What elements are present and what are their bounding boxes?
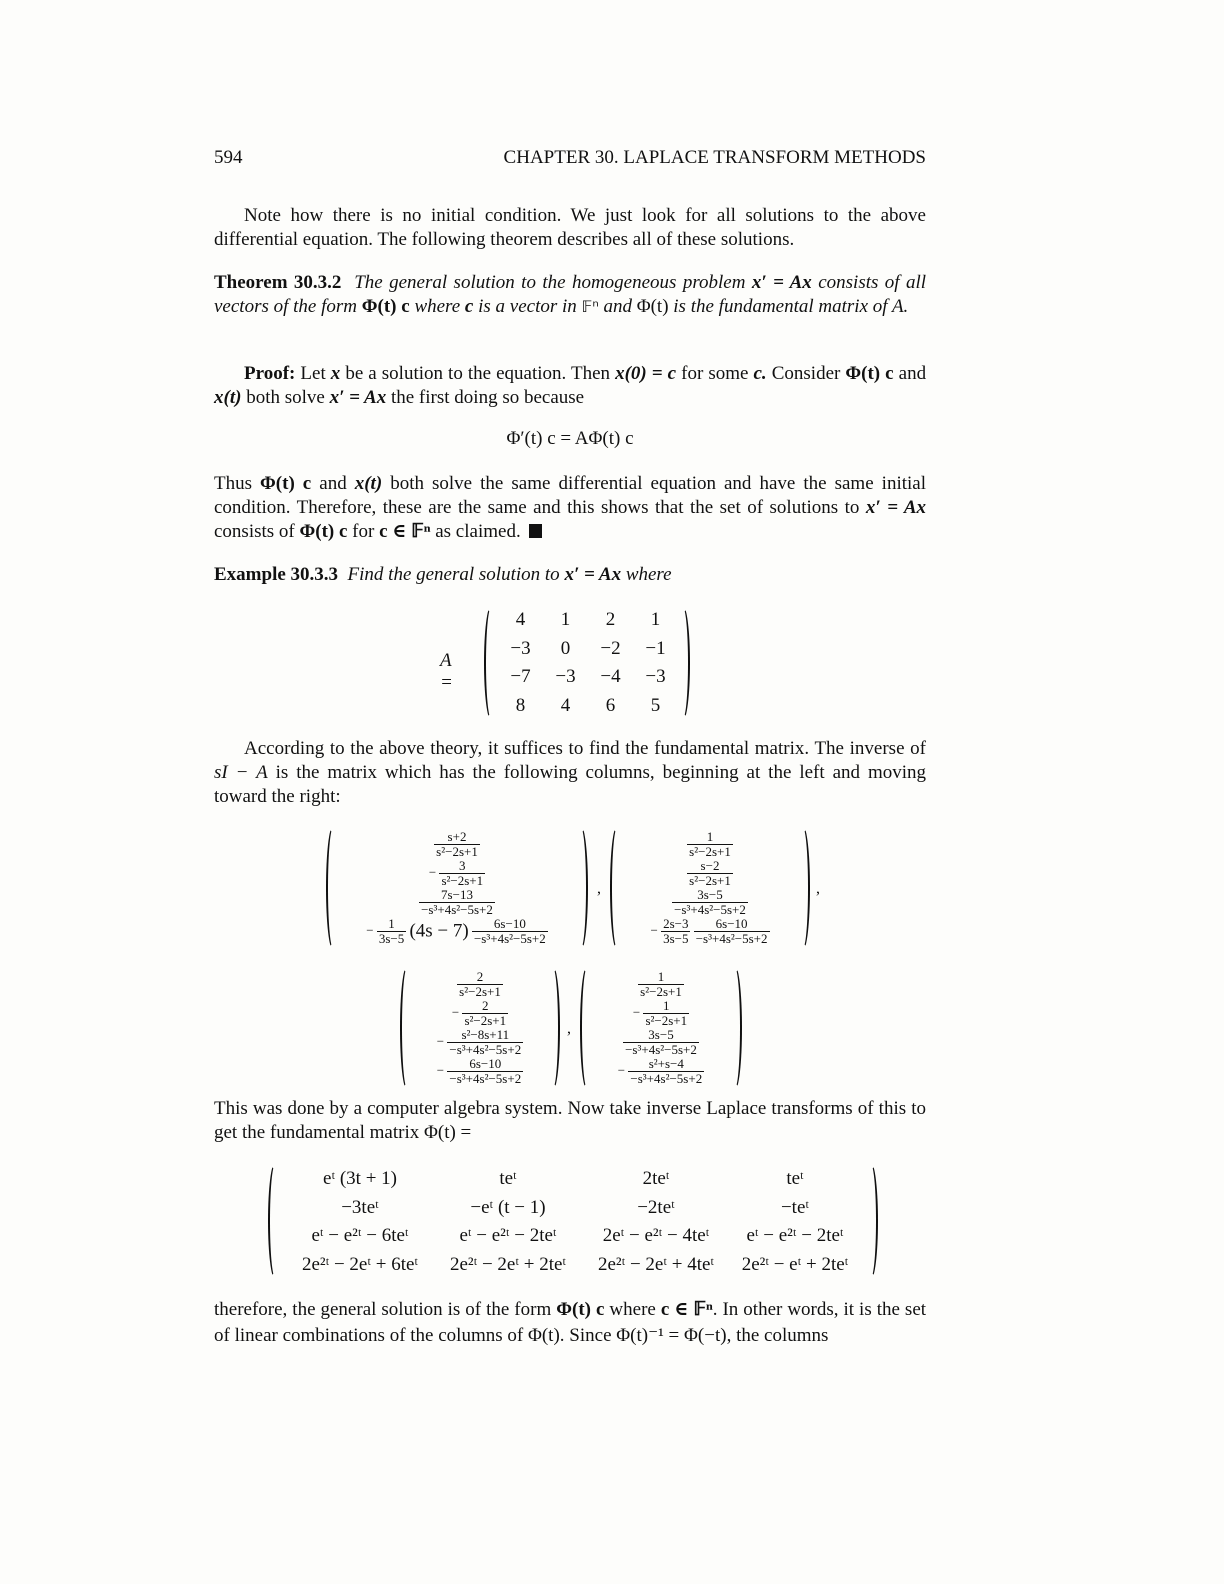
proof-label: Proof: <box>244 363 296 384</box>
fundamental-matrix <box>268 1163 878 1277</box>
cas-paragraph: This was done by a computer algebra system. Now take inverse Laplace transforms of this to get the fundamental matrix Φ(t) = <box>214 1098 926 1143</box>
separator: , <box>567 1020 571 1037</box>
right-paren <box>546 966 560 1090</box>
inverse-column-3: $\frac{2}{\text{s²−2s+1}}$ − $\frac{2}{\text{s²−2s+1}}$ − $\frac{\text{s²−8s+11}}{\text{−s³+4s²−5s+2}}$ − $\frac{6s-10}{\text{−s³+4s²−5s+2}}$ <box>400 966 560 1088</box>
left-paren <box>326 826 340 950</box>
inverse-column-2: $\frac{1}{\text{s²−2s+1}}$ $\frac{s-2}{\text{s²−2s+1}}$ $\frac{3s-5}{\text{−s³+4s²−5s+2}}$ − $\frac{2s-3}{3s-5}$ $\frac{6s-10}{\text{−s³+4s²−5s+2}}$ <box>610 826 810 948</box>
right-paren <box>574 826 588 950</box>
conclusion-paragraph: therefore, the general solution is of the form Φ(t) c where c ∈ 𝔽ⁿ. In other words, it is the set of linear combinations of the columns of Φ(t). Since Φ(t)⁻¹ = Φ(−t), the columns <box>214 1299 927 1346</box>
display-equation-phi-prime: Φ′(t) c = AΦ(t) c <box>506 428 634 449</box>
matrix-A-grid: 4 1 2 1 −3 0 −2 −1 −7 −3 −4 −3 8 4 6 5 <box>510 609 666 716</box>
separator: , <box>816 880 820 897</box>
intro-paragraph: Note how there is no initial condition. We just look for all solutions to the above differential equation. The following theorem describes all of these solutions. <box>214 205 926 250</box>
left-paren <box>268 1163 282 1279</box>
page-number: 594 <box>214 147 243 168</box>
fundamental-matrix-grid: eᵗ (3t + 1) teᵗ 2teᵗ teᵗ −3teᵗ −eᵗ (t − 1) −2teᵗ −teᵗ eᵗ − e²ᵗ − 6teᵗ eᵗ − e²ᵗ − 2teᵗ 2eᵗ − e²ᵗ − 4teᵗ eᵗ − e²ᵗ − 2teᵗ 2e²ᵗ − 2eᵗ + 6teᵗ 2e²ᵗ − 2eᵗ + 2teᵗ 2e²ᵗ − 2eᵗ + 4teᵗ 2e²ᵗ − eᵗ + 2teᵗ <box>301 1168 849 1275</box>
example-label: Example 30.3.3 <box>214 564 339 585</box>
example-30-3-3: Example 30.3.3 Find the general solution to x′ = Ax where <box>214 564 672 585</box>
separator: , <box>597 880 601 897</box>
right-paren <box>728 966 742 1090</box>
left-paren <box>484 606 498 720</box>
theorem-30-3-2: Theorem 30.3.2 The general solution to the homogeneous problem x′ = Ax consists of all vectors of the form Φ(t) c where c is a vector in 𝔽ⁿ and Φ(t) is the fundamental matrix of A. <box>214 272 927 317</box>
ode-equation: x′ = Ax <box>751 272 812 293</box>
proof-continuation: Thus Φ(t) c and x(t) both solve the same differential equation and have the same initial condition. Therefore, these are the same and this shows that the set of solutions to x′ = Ax consists of Φ(t) c for c ∈ 𝔽ⁿ as claimed. <box>214 473 927 542</box>
theory-paragraph: According to the above theory, it suffices to find the fundamental matrix. The inverse of sI − A is the matrix which has the following columns, beginning at the left and moving toward the right: <box>214 738 926 807</box>
proof-paragraph: Proof: Let x be a solution to the equation. Then x(0) = c for some c. Consider Φ(t) c and x(t) both solve x′ = Ax the first doing so because <box>214 363 927 408</box>
left-paren <box>400 966 414 1090</box>
right-paren <box>864 1163 878 1279</box>
inverse-column-1: $\frac{s+2}{\text{s²−2s+1}}$ − $\frac{3}{\text{s²−2s+1}}$ $\frac{7s-13}{\text{−s³+4s²−5s+2}}$ − $\frac{1}{3s-5}$ (4s − 7) $\frac{6s-10}{\text{−s³+4s²−5s+2}}$ <box>326 826 588 948</box>
left-paren <box>610 826 624 950</box>
inverse-column-4: $\frac{1}{\text{s²−2s+1}}$ − $\frac{1}{\text{s²−2s+1}}$ $\frac{3s-5}{\text{−s³+4s²−5s+2}}$ − $\frac{\text{s²+s−4}}{\text{−s³+4s²−5s+2}}$ <box>580 966 742 1088</box>
left-paren <box>580 966 594 1090</box>
qed-square-icon <box>529 524 542 538</box>
theorem-label: Theorem 30.3.2 <box>214 272 342 293</box>
chapter-title: CHAPTER 30. LAPLACE TRANSFORM METHODS <box>503 147 926 168</box>
right-paren <box>676 606 690 720</box>
matrix-A-label: A = <box>440 650 453 693</box>
right-paren <box>796 826 810 950</box>
